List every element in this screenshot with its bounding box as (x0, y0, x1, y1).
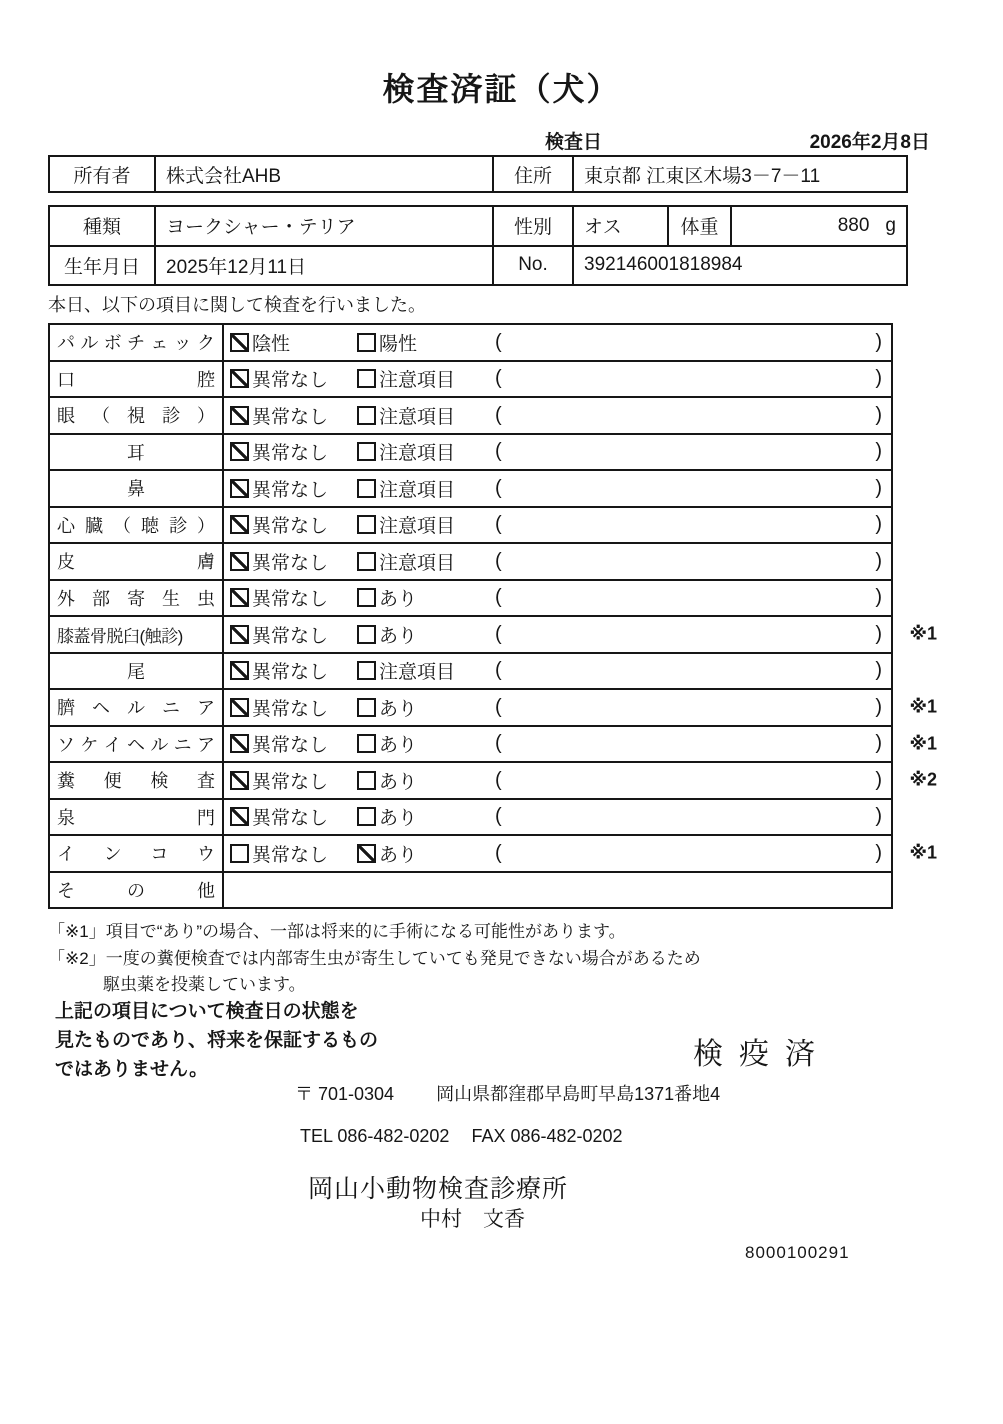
option (357, 365, 495, 392)
checklist-item-options (224, 763, 891, 798)
clinic-tel: TEL 086-482-0202 (300, 1126, 450, 1146)
paren-close: ) (875, 768, 882, 791)
checked-checkbox-icon (230, 588, 249, 607)
option-label: 注意項目 (379, 479, 456, 501)
checklist-row (50, 688, 937, 725)
checklist-item-label (50, 508, 224, 543)
paren-close: ) (875, 476, 882, 499)
paren-close: ) (875, 586, 882, 609)
checklist-row (50, 542, 891, 579)
label-char: 診 (169, 515, 187, 536)
option (357, 730, 495, 757)
option (230, 329, 357, 356)
footnote-marker: ※1 (909, 696, 937, 717)
label-char: ア (196, 734, 215, 755)
checked-checkbox-icon (230, 442, 249, 461)
option (230, 767, 357, 794)
paren-open: ( (495, 440, 502, 463)
option (230, 548, 357, 575)
checklist-item-options (224, 873, 891, 908)
checklist-row (50, 469, 891, 506)
option (230, 438, 357, 465)
label-char: 臍 (57, 698, 75, 719)
paren-open: ( (495, 586, 502, 609)
label-char: 便 (103, 771, 122, 792)
option (230, 730, 357, 757)
paren-open: ( (495, 476, 502, 499)
checklist-item-options (224, 617, 891, 652)
option-label: 注意項目 (379, 443, 456, 465)
label-char: 査 (196, 771, 215, 792)
label-char: 膚 (197, 552, 215, 573)
breed-value: ヨークシャー・テリア (154, 207, 492, 245)
unchecked-checkbox-icon (357, 369, 376, 388)
label-char: 視 (127, 406, 145, 427)
disclaimer-text (55, 997, 378, 1084)
option (357, 584, 495, 611)
paren-open: ( (495, 695, 502, 718)
checklist-row (50, 871, 891, 908)
no-label: No. (492, 247, 572, 285)
footnote-2-cont: 駆虫薬を投薬しています。 (103, 975, 306, 994)
label-char: 寄 (127, 588, 145, 609)
option (357, 329, 495, 356)
birth-value: 2025年12月11日 (154, 247, 492, 285)
checked-checkbox-icon (230, 661, 249, 680)
paren-open: ( (495, 622, 502, 645)
option-label: 異常なし (252, 406, 329, 428)
intro-sentence: 本日、以下の項目に関して検査を行いました。 (48, 295, 426, 315)
option-label: 異常なし (252, 625, 329, 647)
label-char: ） (197, 406, 215, 427)
checklist-item-label (50, 398, 224, 433)
option-label: 異常なし (252, 662, 329, 684)
checklist-item-options (224, 471, 891, 506)
option-label: 異常なし (252, 443, 329, 465)
owner-value: 株式会社AHB (154, 157, 492, 191)
label-char: （ (113, 515, 131, 536)
checklist-row (50, 834, 937, 871)
label-char: 生 (162, 588, 180, 609)
option (357, 767, 495, 794)
checklist-item-options (224, 581, 891, 616)
label-char: イ (57, 844, 75, 865)
option-label: 異常なし (252, 808, 329, 830)
option-label: 異常なし (252, 735, 329, 757)
label-char: ヘ (92, 698, 110, 719)
paren-open: ( (495, 513, 502, 536)
no-value: 392146001818984 (572, 247, 906, 285)
label-char: 口 (57, 369, 75, 390)
checklist-row (50, 798, 891, 835)
checked-checkbox-icon (230, 734, 249, 753)
option-label: あり (379, 735, 418, 757)
checked-checkbox-icon (230, 625, 249, 644)
label-char: 他 (197, 880, 215, 901)
checklist-row (50, 615, 937, 652)
option-label: あり (379, 771, 418, 793)
checklist-item-label (50, 763, 224, 798)
label-char: 皮 (57, 552, 75, 573)
owner-label: 所有者 (73, 165, 131, 187)
paren-open: ( (495, 732, 502, 755)
paren-close: ) (875, 732, 882, 755)
birth-row (50, 245, 906, 285)
unchecked-checkbox-icon (357, 442, 376, 461)
option-label: 異常なし (252, 771, 329, 793)
label-char: ニ (162, 698, 180, 719)
paren-close: ) (875, 367, 882, 390)
option-label: 異常なし (252, 516, 329, 538)
checklist-item-options (224, 727, 891, 762)
label-char: 腔 (197, 369, 215, 390)
owner-table (48, 155, 908, 193)
label-char: 糞 (57, 771, 75, 792)
disclaimer-line-2: 見たものであり、将来を保証するもの (55, 1030, 379, 1051)
label-char: ケ (80, 734, 99, 755)
unchecked-checkbox-icon (357, 479, 376, 498)
paren-close: ) (875, 403, 882, 426)
option-label: 注意項目 (379, 662, 456, 684)
option (357, 803, 495, 830)
paren-open: ( (495, 805, 502, 828)
postal-code: 〒 701-0304 (295, 1084, 395, 1104)
option-label: あり (379, 844, 418, 866)
paren-open: ( (495, 367, 502, 390)
paren-open: ( (495, 403, 502, 426)
checklist-row (50, 579, 891, 616)
option (230, 621, 357, 648)
weight-cell (730, 207, 906, 245)
unchecked-checkbox-icon (357, 406, 376, 425)
breed-label: 種類 (82, 217, 121, 239)
option-label: 注意項目 (379, 516, 456, 538)
option (357, 511, 495, 538)
checklist-item-options (224, 325, 891, 360)
serial-number: 8000100291 (745, 1243, 850, 1262)
label-char: ） (197, 515, 215, 536)
checklist-item-label: 鼻 (50, 471, 224, 506)
label-char: 部 (92, 588, 110, 609)
label-char: ル (150, 734, 169, 755)
veterinarian-name: 中村 文香 (420, 1208, 525, 1231)
checklist-row (50, 325, 891, 360)
checked-checkbox-icon (230, 552, 249, 571)
label-char: 臓 (85, 515, 103, 536)
option-label: あり (379, 698, 418, 720)
option (230, 475, 357, 502)
checklist-item-label (50, 800, 224, 835)
option (357, 840, 495, 867)
label-char: 門 (197, 807, 215, 828)
option (230, 365, 357, 392)
option-label: 異常なし (252, 479, 329, 501)
address-value: 東京都 江東区木場3－7－11 (572, 157, 906, 191)
unchecked-checkbox-icon (357, 625, 376, 644)
checklist-item-options (224, 508, 891, 543)
paren-close: ) (875, 330, 882, 353)
checklist-item-label (50, 873, 224, 908)
paren-close: ) (875, 695, 882, 718)
checklist-row (50, 433, 891, 470)
option-label: 注意項目 (379, 406, 456, 428)
option-label: 注意項目 (379, 552, 456, 574)
label-char: ル (127, 698, 145, 719)
checklist-row (50, 761, 937, 798)
option (230, 694, 357, 721)
label-char: 心 (57, 515, 75, 536)
option-label: 異常なし (252, 370, 329, 392)
option-label: 陽性 (379, 333, 418, 355)
option (230, 657, 357, 684)
label-char: ン (103, 844, 122, 865)
paren-close: ) (875, 513, 882, 536)
inspection-date-value: 2026年2月8日 (809, 132, 930, 153)
unchecked-checkbox-icon (357, 698, 376, 717)
paren-open: ( (495, 549, 502, 572)
paren-close: ) (875, 549, 882, 572)
checked-checkbox-icon (230, 479, 249, 498)
checklist-item-options (224, 398, 891, 433)
checklist-item-label: 耳 (50, 435, 224, 470)
unchecked-checkbox-icon (357, 552, 376, 571)
weight-value: 880 (837, 214, 870, 236)
breed-row (50, 207, 906, 245)
quarantine-passed-stamp: 検疫済 (693, 1038, 831, 1071)
label-char: 眼 (57, 406, 75, 427)
checklist-item-options (224, 836, 891, 871)
option-label: 異常なし (252, 552, 329, 574)
paren-close: ) (875, 805, 882, 828)
footnote-2: 「※2」一度の糞便検査では内部寄生虫が寄生していても発見できない場合があるため (48, 949, 701, 968)
option (357, 657, 495, 684)
checklist-row (50, 360, 891, 397)
unchecked-checkbox-icon (357, 333, 376, 352)
checked-checkbox-icon (230, 515, 249, 534)
label-char: ヘ (126, 734, 145, 755)
paren-close: ) (875, 659, 882, 682)
checked-checkbox-icon (230, 369, 249, 388)
disclaimer-line-3: ではありません。 (55, 1059, 209, 1080)
checked-checkbox-icon (230, 698, 249, 717)
checked-checkbox-icon (230, 406, 249, 425)
checklist-item-options (224, 800, 891, 835)
unchecked-checkbox-icon (357, 771, 376, 790)
option-label: 注意項目 (379, 370, 456, 392)
paren-open: ( (495, 659, 502, 682)
checklist-item-label (50, 581, 224, 616)
sex-label: 性別 (492, 207, 572, 245)
checklist-item-label (50, 362, 224, 397)
option-label: 異常なし (252, 844, 329, 866)
unchecked-checkbox-icon (357, 734, 376, 753)
address-label: 住所 (492, 157, 572, 191)
footnote-marker: ※1 (909, 733, 937, 754)
option (230, 511, 357, 538)
clinic-name: 岡山小動物検査診療所 (308, 1175, 569, 1203)
label-char: 検 (150, 771, 169, 792)
unchecked-checkbox-icon (357, 588, 376, 607)
label-char: 外 (57, 588, 75, 609)
paren-open: ( (495, 768, 502, 791)
checklist-item-options (224, 654, 891, 689)
paren-close: ) (875, 622, 882, 645)
inspection-date-label: 検査日 (545, 132, 603, 153)
checklist-table (48, 323, 937, 909)
label-char: パ (57, 333, 75, 354)
label-char: 聴 (141, 515, 159, 536)
option-label: 異常なし (252, 698, 329, 720)
label-char: ル (80, 333, 99, 354)
paren-close: ) (875, 440, 882, 463)
checked-checkbox-icon (357, 844, 376, 863)
label-char: ェ (150, 333, 169, 354)
disclaimer-line-1: 上記の項目について検査日の状態を (55, 1001, 359, 1022)
label-char: そ (57, 880, 75, 901)
label-char: ボ (103, 333, 122, 354)
option-label: あり (379, 808, 418, 830)
paren-close: ) (875, 841, 882, 864)
label-char: ウ (196, 844, 215, 865)
option-label: あり (379, 625, 418, 647)
checklist-row (50, 725, 937, 762)
checked-checkbox-icon (230, 333, 249, 352)
option (230, 584, 357, 611)
label-char: チ (126, 333, 145, 354)
label-char: コ (150, 844, 169, 865)
checklist-row (50, 652, 891, 689)
label-char: 虫 (197, 588, 215, 609)
checklist-row (50, 506, 891, 543)
label-char: ッ (173, 333, 192, 354)
footnote-marker: ※1 (909, 623, 937, 644)
checklist-item-label (50, 836, 224, 871)
option (357, 694, 495, 721)
checklist-item-options (224, 435, 891, 470)
label-char: 泉 (57, 807, 75, 828)
option (357, 475, 495, 502)
label-char: イ (103, 734, 122, 755)
checklist-item-label: 膝蓋骨脱臼(触診) (50, 617, 224, 652)
option (357, 621, 495, 648)
unchecked-checkbox-icon (357, 661, 376, 680)
checklist-item-label (50, 690, 224, 725)
label-char: ソ (57, 734, 75, 755)
checklist-row (50, 396, 891, 433)
checklist-item-label (50, 325, 224, 360)
clinic-tel-line (300, 1126, 623, 1147)
paren-open: ( (495, 841, 502, 864)
label-char: （ (92, 406, 110, 427)
label-char: ク (196, 333, 215, 354)
label-char: ア (197, 698, 215, 719)
option (357, 402, 495, 429)
checklist-item-options (224, 362, 891, 397)
footnote-marker: ※2 (909, 769, 937, 790)
option (357, 438, 495, 465)
checklist-item-label (50, 544, 224, 579)
clinic-fax: FAX 086-482-0202 (471, 1126, 623, 1146)
option (230, 402, 357, 429)
unchecked-checkbox-icon (357, 807, 376, 826)
pet-info-table (48, 205, 908, 286)
clinic-address: 岡山県都窪郡早島町早島1371番地4 (436, 1084, 721, 1104)
sex-value: オス (572, 207, 667, 245)
weight-unit: g (885, 214, 896, 236)
checked-checkbox-icon (230, 771, 249, 790)
page-title: 検査済証（犬） (382, 71, 621, 107)
unchecked-checkbox-icon (357, 515, 376, 534)
option-label: あり (379, 589, 418, 611)
footnote-marker: ※1 (909, 842, 937, 863)
checklist-item-options (224, 544, 891, 579)
owner-row (50, 157, 906, 191)
label-char: ニ (173, 734, 192, 755)
option (230, 803, 357, 830)
option-label: 陰性 (252, 333, 291, 355)
checked-checkbox-icon (230, 807, 249, 826)
label-char: 診 (162, 406, 180, 427)
unchecked-checkbox-icon (230, 844, 249, 863)
option (230, 840, 357, 867)
checklist-item-label: 尾 (50, 654, 224, 689)
option (357, 548, 495, 575)
checklist-item-options (224, 690, 891, 725)
label-char: の (127, 880, 145, 901)
option-label: 異常なし (252, 589, 329, 611)
clinic-postal-line (295, 1080, 720, 1106)
checklist-item-label (50, 727, 224, 762)
paren-open: ( (495, 330, 502, 353)
footnote-1: 「※1」項目で“あり”の場合、一部は将来的に手術になる可能性があります。 (48, 922, 626, 941)
birth-label: 生年月日 (63, 256, 140, 278)
weight-label: 体重 (667, 207, 730, 245)
